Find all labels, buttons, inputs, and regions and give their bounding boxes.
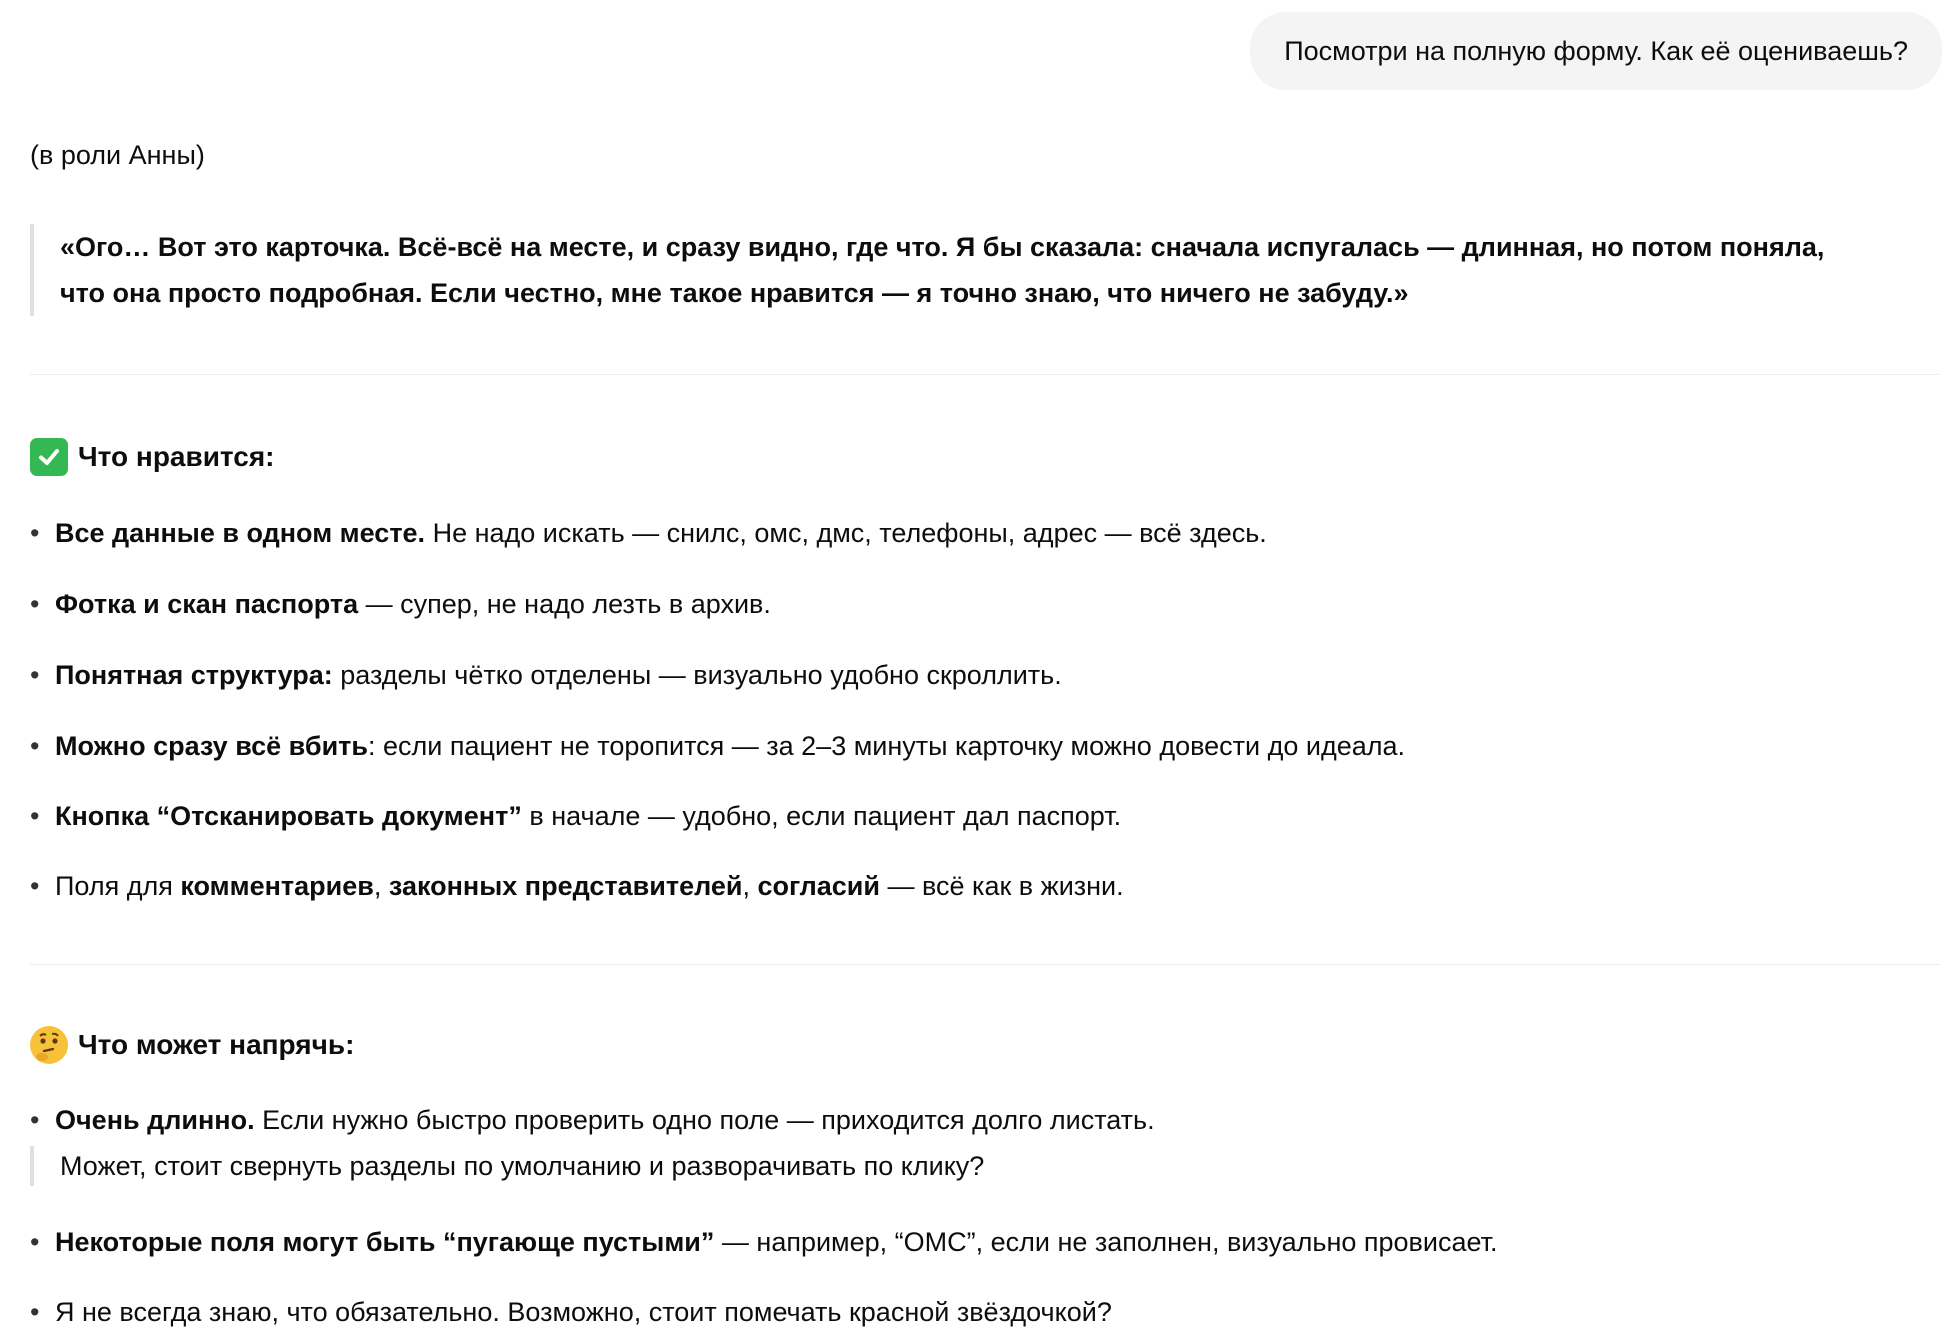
- list-item-bold: Очень длинно.: [55, 1105, 255, 1135]
- bullet-icon: •: [30, 589, 40, 619]
- list-item-bold: Все данные в одном месте.: [55, 518, 426, 548]
- thinking-face-emoji-icon: [30, 1026, 68, 1064]
- list-item-text: в начале — удобно, если пациент дал паспорт.: [521, 801, 1122, 831]
- list-item-bold: Фотка и скан паспорта: [55, 589, 359, 619]
- list-item-bold: Понятная структура:: [55, 660, 333, 690]
- divider: [30, 964, 1940, 965]
- list-item: [30, 1292, 1112, 1332]
- list-item-text: разделы чётко отделены — визуально удобно скроллить.: [332, 660, 1062, 690]
- list-item: [30, 866, 1124, 906]
- list-item: [30, 655, 1062, 695]
- list-item-bold: Кнопка “Отсканировать документ”: [55, 801, 522, 831]
- list-item-text: — например, “ОМС”, если не заполнен, визуально провисает.: [714, 1227, 1498, 1257]
- list-item-bold: Некоторые поля могут быть “пугающе пустыми”: [55, 1227, 715, 1257]
- divider: [30, 374, 1940, 375]
- likes-heading: [30, 438, 275, 476]
- bullet-icon: •: [30, 1227, 40, 1257]
- bullet-icon: •: [30, 1297, 40, 1327]
- list-item-bold: комментариев: [180, 871, 374, 901]
- list-item-text: — всё как в жизни.: [879, 871, 1124, 901]
- quote-line-1: «Ого… Вот это карточка. Всё-всё на месте, и сразу видно, где что. Я бы сказала: сначала испугалась — длинная, но потом поняла,: [60, 232, 1825, 262]
- bullet-icon: •: [30, 871, 40, 901]
- list-item: [30, 1100, 1155, 1140]
- list-item-text: — супер, не надо лезть в архив.: [358, 589, 771, 619]
- list-item-bold: согласий: [757, 871, 880, 901]
- list-item-text: ,: [742, 871, 758, 901]
- list-item: [30, 726, 1405, 766]
- bullet-icon: •: [30, 660, 40, 690]
- list-item-text: : если пациент не торопится — за 2–3 минуты карточку можно довести до идеала.: [368, 731, 1406, 761]
- list-item-text: Если нужно быстро проверить одно поле — приходится долго листать.: [254, 1105, 1155, 1135]
- list-item-bold: законных представителей: [388, 871, 743, 901]
- bullet-icon: •: [30, 1105, 40, 1135]
- list-item: [30, 513, 1267, 553]
- list-item: [30, 796, 1121, 836]
- role-line: (в роли Анны): [30, 140, 205, 170]
- list-item: [30, 584, 771, 624]
- list-item-text: Поля для: [55, 871, 181, 901]
- concerns-heading: [30, 1026, 354, 1064]
- user-message-bubble: [1250, 12, 1942, 90]
- bullet-icon: •: [30, 731, 40, 761]
- list-item-text: Не надо искать — снилс, омс, дмс, телефоны, адрес — всё здесь.: [425, 518, 1267, 548]
- list-item-text: ,: [373, 871, 389, 901]
- check-mark-emoji-icon: [30, 438, 68, 476]
- list-item: [30, 1222, 1498, 1262]
- bullet-icon: •: [30, 518, 40, 548]
- quote-block: [30, 224, 1930, 316]
- list-item-bold: Можно сразу всё вбить: [55, 731, 368, 761]
- user-message-text: Посмотри на полную форму. Как её оцениваешь?: [1284, 36, 1908, 66]
- bullet-icon: •: [30, 801, 40, 831]
- concerns-heading-text: Что может напрячь:: [78, 1029, 355, 1060]
- sub-quote: Может, стоит свернуть разделы по умолчанию и разворачивать по клику?: [30, 1146, 984, 1186]
- quote-line-2: что она просто подробная. Если честно, мне такое нравится — я точно знаю, что ничего не забуду.»: [60, 278, 1409, 308]
- list-item-text: Я не всегда знаю, что обязательно. Возможно, стоит помечать красной звёздочкой?: [55, 1297, 1112, 1327]
- likes-heading-text: Что нравится:: [78, 441, 275, 472]
